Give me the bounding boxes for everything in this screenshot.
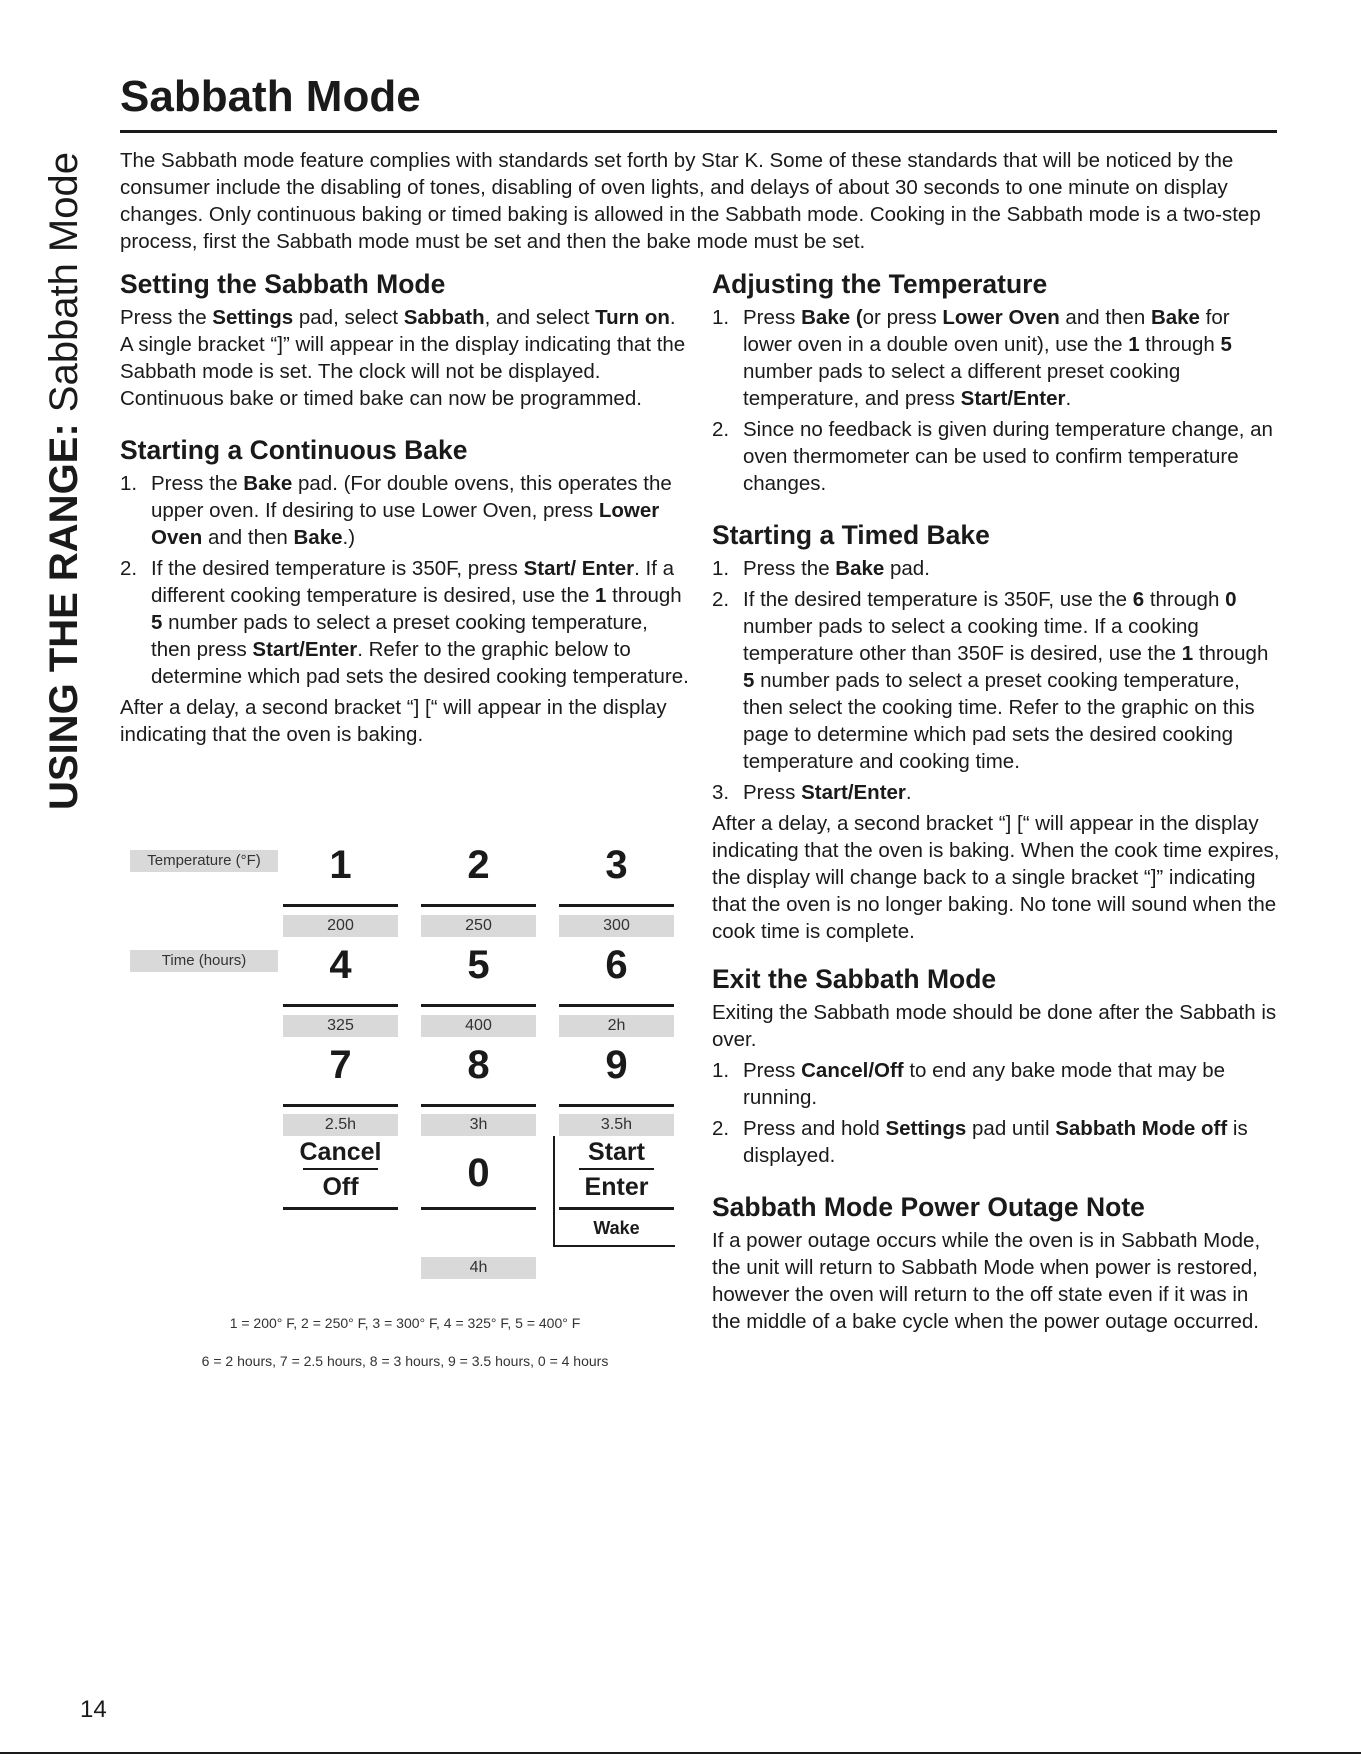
key-2[interactable]: 2 <box>467 843 490 887</box>
intro-paragraph: The Sabbath mode feature complies with standards set forth by Star K. Some of these standards that will be noticed by the consumer include the disabling of tones, disabling of oven lights, and delays of about 30 seconds to one minute on display changes. Only continuous baking or timed baking is allowed in the Sabbath mode. Cooking in the Sabbath mode is a two-step process, first the Sabbath mode must be set and then the bake mode must be set. <box>120 149 1261 253</box>
side-tab-section: USING THE RANGE: <box>42 423 86 810</box>
exit-steps <box>712 1057 1282 1169</box>
right-column <box>712 268 1282 1335</box>
list-item: 1. Press Bake (or press Lower Oven and then Bake for lower oven in a double oven unit), use the 1 through 5 number pads to select a different preset cooking temperature, and press Start/Enter. <box>712 306 1232 410</box>
key-7[interactable]: 7 <box>329 1043 352 1087</box>
cancel-underline <box>303 1168 378 1170</box>
key-9[interactable]: 9 <box>605 1043 628 1087</box>
list-item: 1. Press the Bake pad. <box>712 557 930 580</box>
list-item: 2. Press and hold Settings pad until Sabbath Mode off is displayed. <box>712 1117 1248 1167</box>
bottom-rule <box>0 1752 1361 1754</box>
key-underline <box>559 1004 674 1007</box>
timed-heading: Starting a Timed Bake <box>712 520 990 550</box>
key-8[interactable]: 8 <box>467 1043 490 1087</box>
list-item: 2. If the desired temperature is 350F, press Start/ Enter. If a different cooking temperature is desired, use the 1 through 5 number pads to select a preset cooking temperature, then press Start/Enter. Refer to the graphic below to determine which pad sets the desired cooking temperature. <box>120 557 689 688</box>
key-6-value: 2h <box>559 1015 674 1037</box>
key-1-value: 200 <box>283 915 398 937</box>
list-item: 2. If the desired temperature is 350F, use the 6 through 0 number pads to select a cooking time. If a cooking temperature other than 350F is desired, use the 1 through 5 number pads to select a preset cooking temperature, then select the cooking time. Refer to the graphic on this page to determine which pad sets the desired cooking temperature and cooking time. <box>712 588 1269 773</box>
title-rule <box>120 130 1277 133</box>
key-0[interactable]: 0 <box>467 1151 490 1195</box>
key-4[interactable]: 4 <box>329 943 352 987</box>
time-legend: 6 = 2 hours, 7 = 2.5 hours, 8 = 3 hours, 9 = 3.5 hours, 0 = 4 hours <box>201 1353 609 1369</box>
key-5[interactable]: 5 <box>467 943 490 987</box>
key-0-value: 4h <box>421 1257 536 1279</box>
key-5-value: 400 <box>421 1015 536 1037</box>
exit-heading: Exit the Sabbath Mode <box>712 964 997 994</box>
exit-intro: Exiting the Sabbath mode should be done after the Sabbath is over. <box>712 1001 1277 1051</box>
key-3[interactable]: 3 <box>605 843 628 887</box>
key-underline <box>421 1207 536 1210</box>
temperature-label: Temperature (°F) <box>130 850 278 872</box>
key-7-value: 2.5h <box>283 1114 398 1136</box>
key-9-value: 3.5h <box>559 1114 674 1136</box>
continuous-steps <box>120 470 690 690</box>
list-item: 3. Press Start/Enter. <box>712 781 912 804</box>
continuous-after: After a delay, a second bracket “] [“ will appear in the display indicating that the oven is baking. <box>120 696 667 746</box>
key-2-value: 250 <box>421 915 536 937</box>
left-column <box>120 268 690 748</box>
temperature-legend: 1 = 200° F, 2 = 250° F, 3 = 300° F, 4 = 325° F, 5 = 400° F <box>229 1315 581 1331</box>
outage-heading: Sabbath Mode Power Outage Note <box>712 1192 1145 1222</box>
key-8-value: 3h <box>421 1114 536 1136</box>
key-3-value: 300 <box>559 915 674 937</box>
continuous-heading: Starting a Continuous Bake <box>120 435 468 465</box>
cancel-label: Cancel <box>299 1138 382 1166</box>
key-underline <box>559 1104 674 1107</box>
enter-label: Enter <box>584 1173 649 1201</box>
key-underline <box>283 1104 398 1107</box>
start-enter-divider <box>553 1136 555 1246</box>
key-underline <box>421 904 536 907</box>
page-title: Sabbath Mode <box>120 72 421 121</box>
time-label: Time (hours) <box>130 950 278 972</box>
side-tab <box>40 152 88 810</box>
key-underline <box>421 1004 536 1007</box>
list-item: 2. Since no feedback is given during temperature change, an oven thermometer can be used to confirm temperature changes. <box>712 418 1273 495</box>
wake-underline <box>553 1245 675 1247</box>
key-underline <box>559 1207 674 1210</box>
adjusting-heading: Adjusting the Temperature <box>712 269 1048 299</box>
key-underline <box>283 1004 398 1007</box>
timed-after: After a delay, a second bracket “] [“ will appear in the display indicating that the oven is baking. When the cook time expires, the display will change back to a single bracket “]” indicating that the oven is no longer baking. No tone will sound when the cook time is complete. <box>712 812 1280 943</box>
start-label: Start <box>588 1138 645 1166</box>
page-number: 14 <box>80 1696 107 1723</box>
list-item: 1. Press Cancel/Off to end any bake mode that may be running. <box>712 1059 1226 1109</box>
side-tab-topic: Sabbath Mode <box>42 152 86 424</box>
start-underline <box>579 1168 654 1170</box>
key-underline <box>283 1207 398 1210</box>
key-underline <box>421 1104 536 1107</box>
setting-paragraph: Press the Settings pad, select Sabbath, and select Turn on. A single bracket “]” will appear in the display indicating that the Sabbath mode is set. The clock will not be displayed. Continuous bake or timed bake can now be programmed. <box>120 306 686 410</box>
off-label: Off <box>322 1173 359 1201</box>
timed-steps <box>712 555 1282 806</box>
setting-heading: Setting the Sabbath Mode <box>120 269 446 299</box>
key-underline <box>559 904 674 907</box>
outage-paragraph: If a power outage occurs while the oven is in Sabbath Mode, the unit will return to Sabbath Mode when power is restored, however the oven will return to the off state even if it was in the middle of a bake cycle when the power outage occurred. <box>712 1229 1261 1333</box>
key-6[interactable]: 6 <box>605 943 628 987</box>
list-item: 1. Press the Bake pad. (For double ovens, this operates the upper oven. If desiring to use Lower Oven, press Lower Oven and then Bake.) <box>120 472 672 549</box>
key-4-value: 325 <box>283 1015 398 1037</box>
key-underline <box>283 904 398 907</box>
wake-label: Wake <box>593 1218 640 1238</box>
adjusting-steps <box>712 304 1282 497</box>
key-1[interactable]: 1 <box>329 843 352 887</box>
